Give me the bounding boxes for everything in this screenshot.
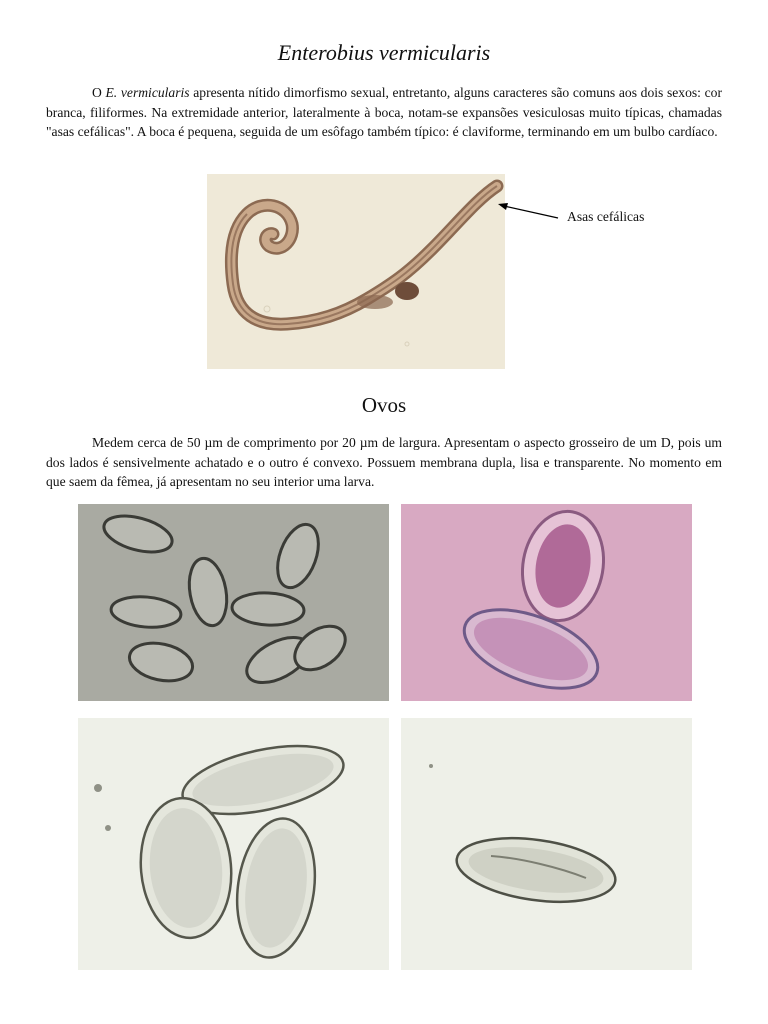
intro-paragraph <box>46 83 722 142</box>
page-title: Enterobius vermicularis <box>277 40 491 65</box>
worm-photo <box>207 174 505 369</box>
intro-text: apresenta nítido dimorfismo sexual, entretanto, alguns caracteres são comuns aos dois sexos: cor branca, filiformes. Na extremidade anterior, lateralmente à boca, notam-se expansões vesiculosas muito típicas, chamadas "asas cefálicas". A boca é pequena, seguida de um esôfago também típico: é claviforme, terminando em um bulbo cardíaco. <box>46 85 722 139</box>
eggs-paragraph <box>46 433 722 492</box>
pointer-arrow <box>496 198 560 222</box>
eggs-photo-three <box>78 718 389 970</box>
worm-annotation-label: Asas cefálicas <box>567 209 645 224</box>
species-name: E. vermicularis <box>105 85 190 100</box>
eggs-heading: Ovos <box>361 393 407 417</box>
eggs-photo-single <box>401 718 692 970</box>
eggs-text: Medem cerca de 50 µm de comprimento por 20 µm de largura. Apresentam o aspecto grosseiro de um D, pois um dos lados é sensivelmente achatado e o outro é convexo. Possuem membrana dupla, lisa e transparente. No momento em que saem da fêmea, já apresentam no seu interior uma larva. <box>46 435 722 489</box>
eggs-photo-pink <box>401 504 692 701</box>
eggs-photo-gray <box>78 504 389 701</box>
intro-prefix: O <box>92 85 106 100</box>
